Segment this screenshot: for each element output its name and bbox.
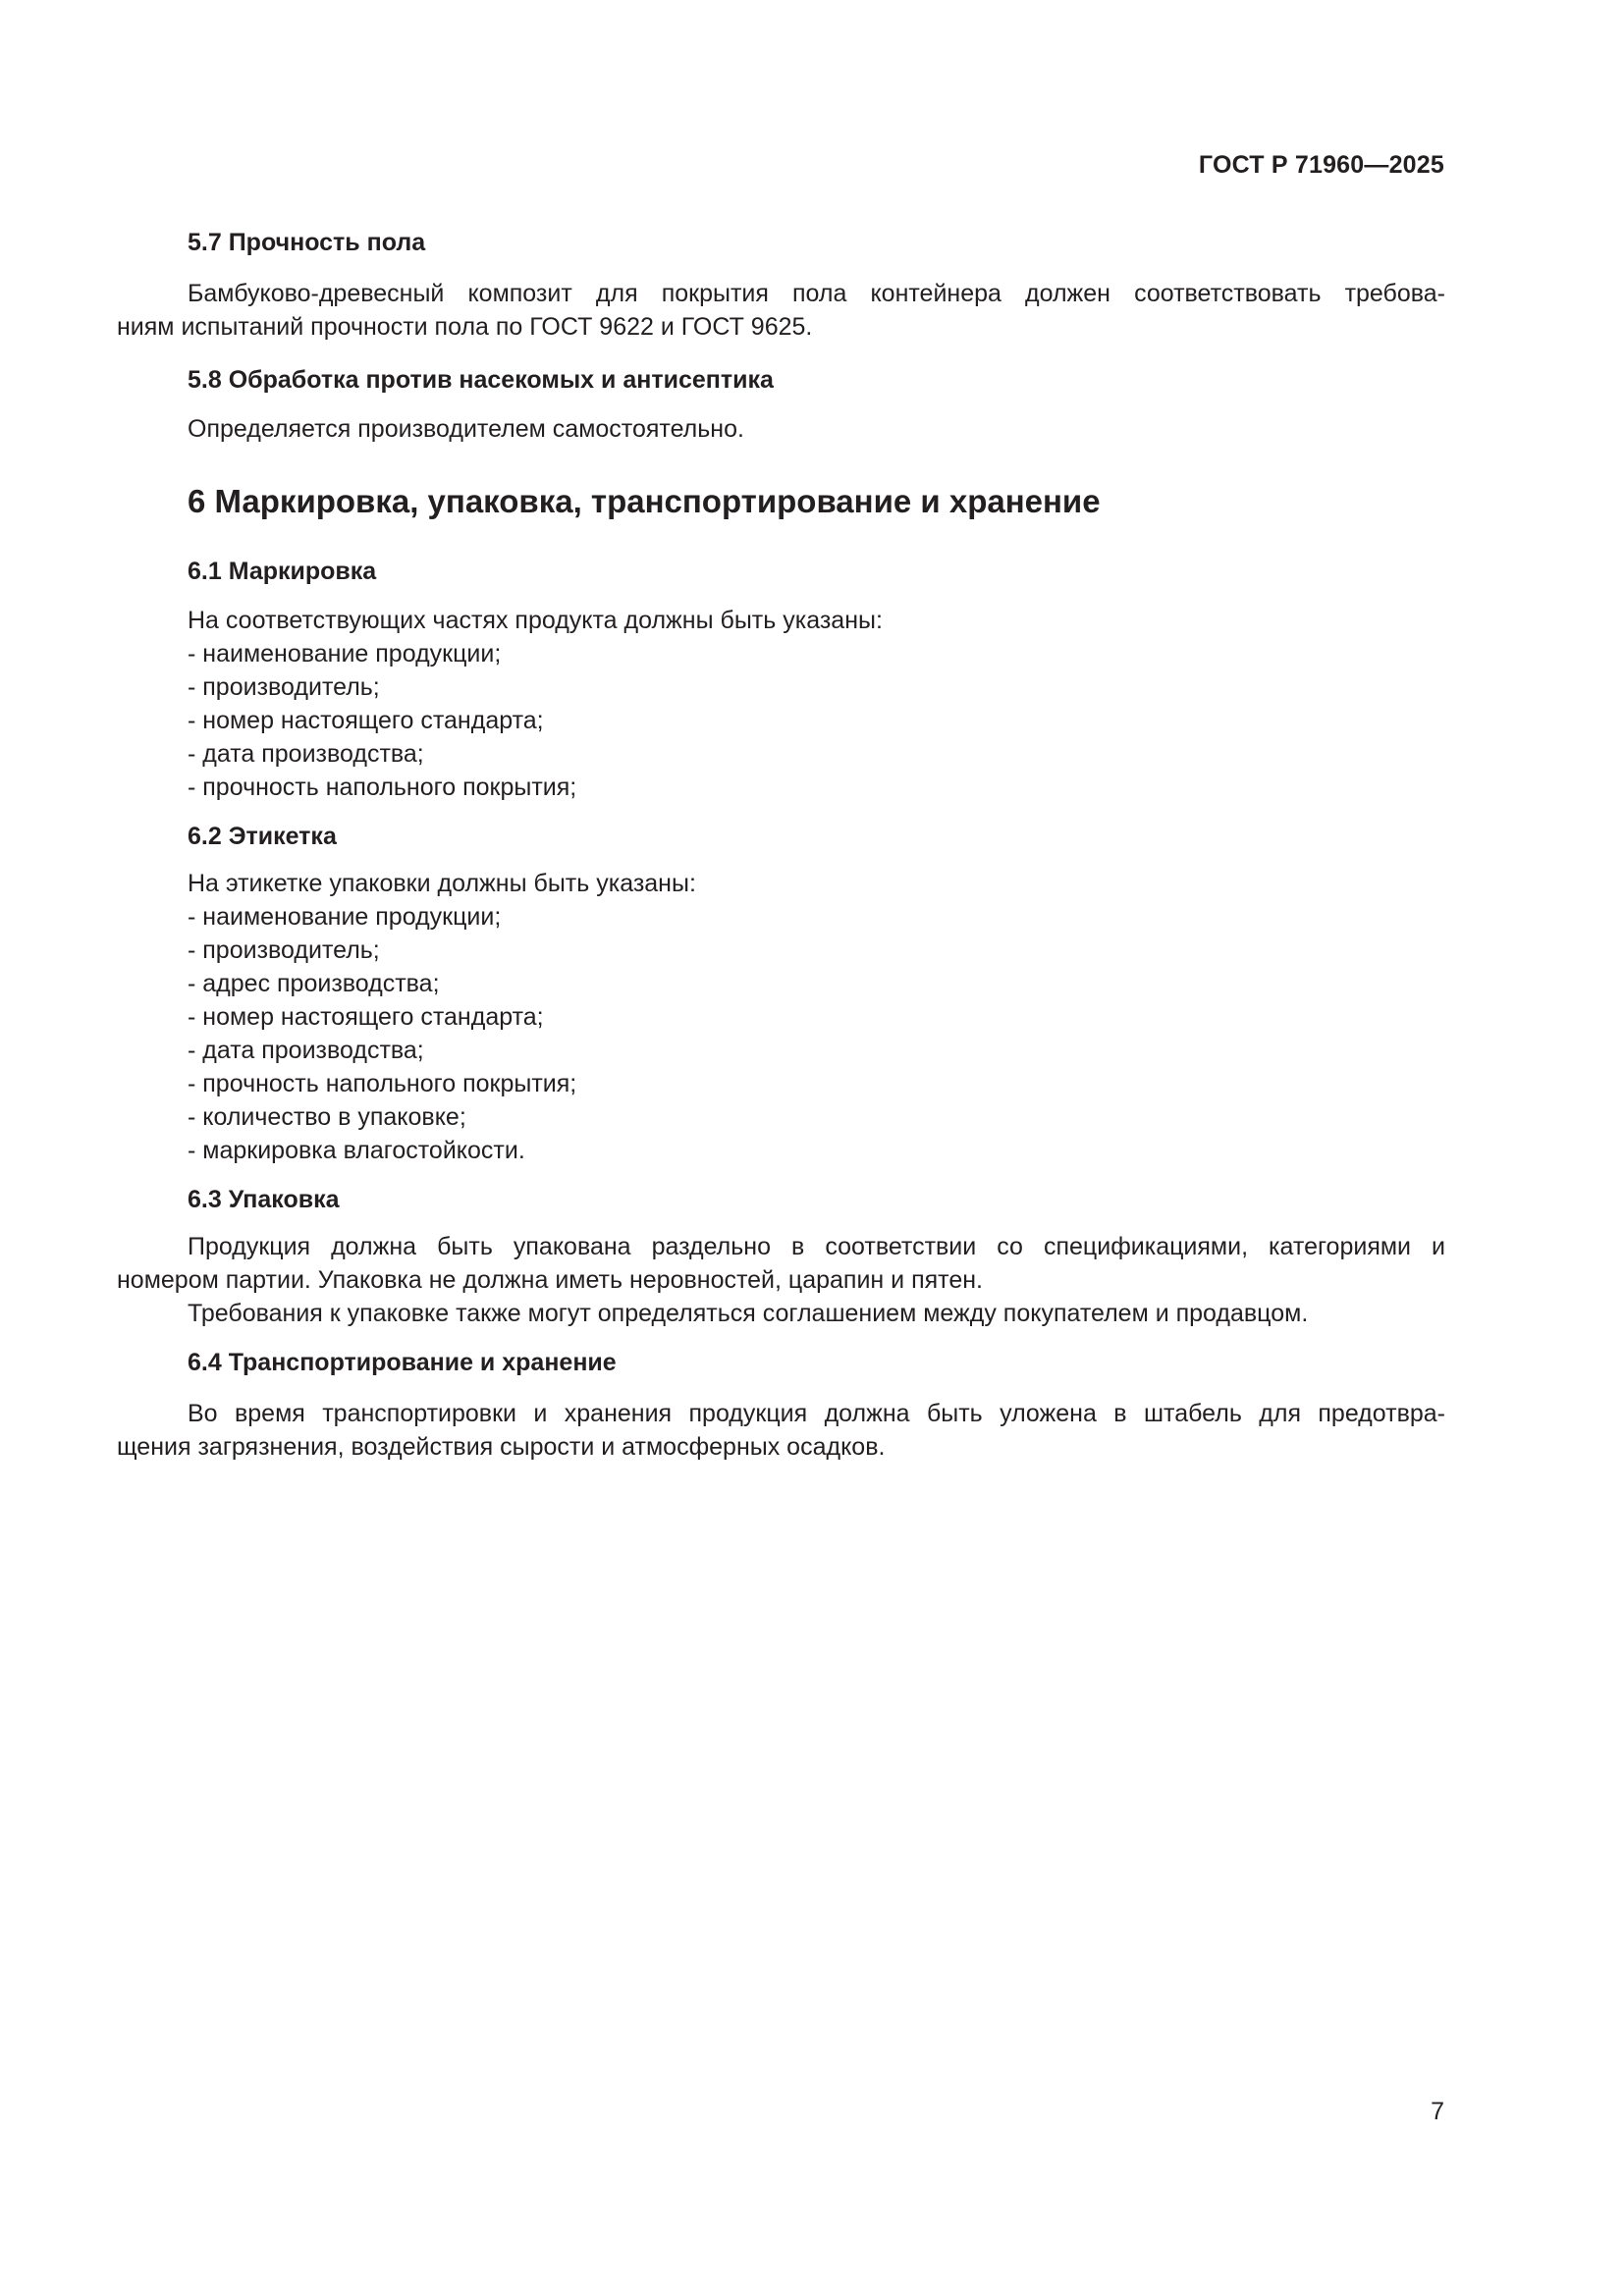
list-item: - адрес производства; — [188, 970, 440, 997]
list-item: - номер настоящего стандарта; — [188, 707, 544, 734]
section-6-2-list — [117, 900, 1445, 1167]
section-6-3-text2: Требования к упаковке также могут определяться соглашением между покупателем и продавцом. — [188, 1300, 1309, 1327]
section-5-7-text-line2: ниям испытаний прочности пола по ГОСТ 9622 и ГОСТ 9625. — [117, 313, 813, 341]
list-item: - прочность напольного покрытия; — [188, 774, 577, 801]
section-6-1-intro: На соответствующих частях продукта должны быть указаны: — [188, 607, 883, 634]
section-6-4-title: 6.4 Транспортирование и хранение — [188, 1349, 617, 1376]
section-5-8-text: Определяется производителем самостоятельно. — [188, 415, 744, 443]
document-code: ГОСТ Р 71960—2025 — [1198, 151, 1444, 179]
section-6-1-list — [117, 637, 1445, 804]
list-item: - номер настоящего стандарта; — [188, 1003, 544, 1031]
page-content — [117, 226, 1445, 1464]
list-item: - дата производства; — [188, 740, 424, 768]
section-6-2-title: 6.2 Этикетка — [188, 823, 337, 850]
list-item: - наименование продукции; — [188, 903, 502, 931]
section-6-title: 6 Маркировка, упаковка, транспортирование и хранение — [188, 483, 1101, 519]
section-5-7-title: 5.7 Прочность пола — [188, 229, 426, 256]
list-item: - маркировка влагостойкости. — [188, 1137, 525, 1164]
section-5-7-text-line1: Бамбуково-древесный композит для покрытия пола контейнера должен соответствовать требова- — [188, 280, 1445, 307]
section-6-1-title: 6.1 Маркировка — [188, 558, 377, 585]
list-item: - производитель; — [188, 673, 380, 701]
section-6-3-text1-line1: Продукция должна быть упакована раздельно в соответствии со спецификациями, категориями и — [188, 1233, 1445, 1260]
section-6-2-intro: На этикетке упаковки должны быть указаны: — [188, 870, 696, 897]
list-item: - производитель; — [188, 936, 380, 964]
page-number: 7 — [1431, 2098, 1444, 2125]
list-item: - дата производства; — [188, 1037, 424, 1064]
section-6-3-text1-line2: номером партии. Упаковка не должна иметь неровностей, царапин и пятен. — [117, 1266, 983, 1294]
list-item: - наименование продукции; — [188, 640, 502, 667]
section-5-8-title: 5.8 Обработка против насекомых и антисептика — [188, 366, 774, 394]
list-item: - количество в упаковке; — [188, 1103, 466, 1131]
section-6-3-title: 6.3 Упаковка — [188, 1186, 340, 1213]
section-6-4-text-line1: Во время транспортировки и хранения продукция должна быть уложена в штабель для предотвра- — [188, 1400, 1445, 1427]
section-6-4-text-line2: щения загрязнения, воздействия сырости и атмосферных осадков. — [117, 1433, 886, 1461]
list-item: - прочность напольного покрытия; — [188, 1070, 577, 1097]
